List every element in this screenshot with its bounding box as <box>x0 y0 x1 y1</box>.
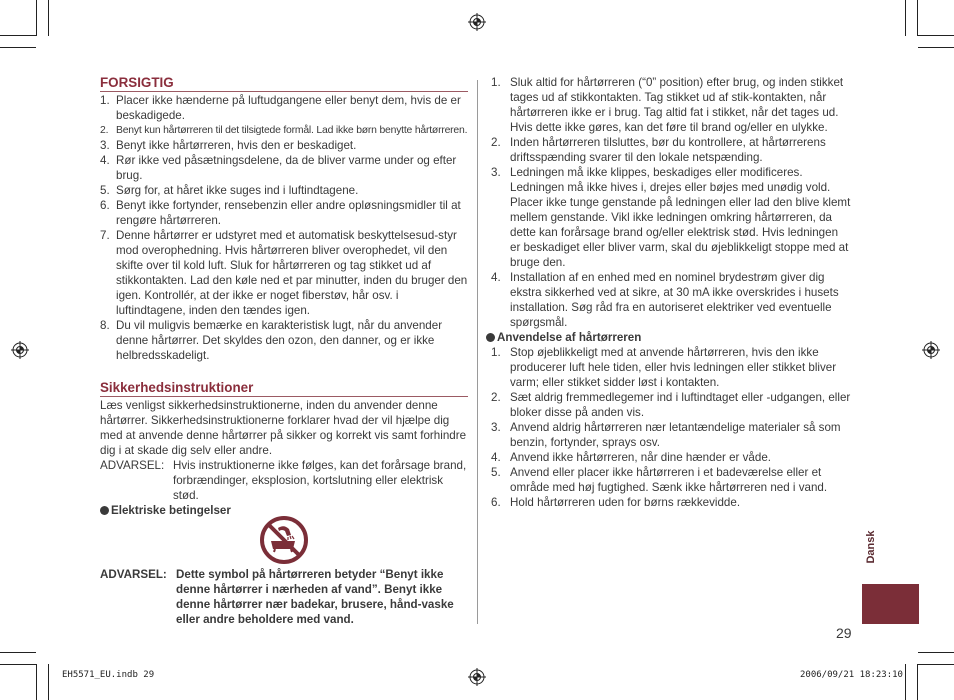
elektriske-label: Elektriske betingelser <box>111 504 231 517</box>
item-number: 2. <box>100 125 109 136</box>
language-tab <box>862 584 919 624</box>
footer-file: EH5571_EU.indb 29 <box>62 670 155 680</box>
list-item <box>491 420 851 450</box>
list-item <box>491 75 851 135</box>
item-text: Anvend eller placer ikke hårtørreren i et badeværelse eller et område med høj fugtighed. Sænk ikke hårtørreren ned i vand. <box>510 466 828 494</box>
crop-mark <box>48 664 49 700</box>
registration-mark-icon <box>468 13 486 31</box>
advarsel-row <box>100 458 468 503</box>
crop-mark <box>36 664 37 700</box>
item-number: 2. <box>491 136 501 149</box>
bullet-icon <box>100 506 109 515</box>
item-text: Rør ikke ved påsætningsdelene, da de bliver varme under og efter brug. <box>116 154 457 182</box>
item-number: 6. <box>100 199 110 212</box>
item-number: 5. <box>491 466 501 479</box>
forsigtig-list <box>100 93 468 363</box>
anvendelse-heading <box>486 330 851 345</box>
advarsel-text: Hvis instruktionerne ikke følges, kan det forårsage brand, forbrændinger, eksplosion, kortslutning eller elektrisk stød. <box>173 459 467 502</box>
crop-mark <box>0 664 36 665</box>
crop-mark <box>0 652 36 653</box>
footer-datetime: 2006/09/21 18:23:10 <box>800 670 903 680</box>
list-item <box>100 183 468 198</box>
item-text: Sæt aldrig fremmedlegemer ind i luftindtaget eller -udgangen, eller bloker disse på anden vis. <box>510 391 851 419</box>
crop-mark <box>0 47 36 48</box>
right-column <box>491 75 851 510</box>
crop-mark <box>0 35 36 36</box>
list-item <box>491 165 851 270</box>
item-text: Benyt ikke hårtørreren, hvis den er beskadiget. <box>116 139 357 152</box>
crop-mark <box>917 0 918 36</box>
item-number: 6. <box>491 496 501 509</box>
symbol-warning-label: ADVARSEL: <box>100 568 167 581</box>
registration-mark-icon <box>11 341 29 359</box>
bullet-icon <box>486 333 495 342</box>
list-item <box>100 318 468 363</box>
item-text: Inden hårtørreren tilsluttes, bør du kontrollere, at hårtørrerens driftsspænding svarer til den lokale netspænding. <box>510 136 826 164</box>
item-text: Ledningen må ikke klippes, beskadiges eller modificeres. Ledningen må ikke hives i, drejes eller bøjes med unødig vold. Placer ikke tunge genstande på ledningen eller lad den blive klemt mellem genstande. Vikl ikke ledningen omkring hårtørreren, da dette kan forårsage brand og/eller elektrisk stød. Hvis ledningen er beskadiget eller bliver varm, skal du øjeblikkeligt stoppe med at bruge den. <box>510 166 851 269</box>
symbol-warning-text: Dette symbol på hårtørreren betyder “Benyt ikke denne hårtørrer i nærheden af vand”. Benyt ikke denne hårtørrer nær badekar, brusere, hånd-vaske eller andre beholdere med vand. <box>176 568 454 626</box>
crop-mark <box>905 0 906 36</box>
no-water-bath-icon <box>259 515 309 565</box>
item-text: Placer ikke hænderne på luftudgangene eller benyt dem, hvis de er beskadigede. <box>116 94 461 122</box>
list-item <box>100 198 468 228</box>
item-number: 4. <box>491 451 501 464</box>
forsigtig-heading: FORSIGTIG <box>100 75 468 92</box>
item-number: 1. <box>491 76 501 89</box>
crop-mark <box>918 664 954 665</box>
registration-mark-icon <box>468 668 486 686</box>
language-label: Dansk <box>865 530 877 564</box>
list-item <box>100 123 468 138</box>
list-item <box>100 93 468 123</box>
list-item <box>491 345 851 390</box>
list-item <box>491 450 851 465</box>
item-number: 5. <box>100 184 110 197</box>
sikkerhed-heading: Sikkerhedsinstruktioner <box>100 380 468 397</box>
list-item <box>100 228 468 318</box>
item-number: 8. <box>100 319 110 332</box>
left-column <box>100 75 468 518</box>
crop-mark <box>36 0 37 36</box>
list-item <box>491 390 851 420</box>
page-number: 29 <box>836 625 852 641</box>
registration-mark-icon <box>922 341 940 359</box>
item-text: Benyt kun hårtørreren til det tilsigtede formål. Lad ikke børn benytte hårtørreren. <box>116 125 468 136</box>
advarsel-label: ADVARSEL: <box>100 459 165 472</box>
anvendelse-label: Anvendelse af hårtørreren <box>497 331 642 344</box>
sikkerhed-intro: Læs venligst sikkerhedsinstruktionerne, inden du anvender denne hårtørrer. Sikkerhedsinstruktionerne forklarer hvad der vil hjælpe dig med at anvende denne hårtørrer på sikker og korrekt vis samt forhindre dig i at skade dig selv eller andre. <box>100 399 467 457</box>
item-number: 4. <box>491 271 501 284</box>
item-text: Sørg for, at håret ikke suges ind i luftindtagene. <box>116 184 359 197</box>
crop-mark <box>905 664 906 700</box>
symbol-warning <box>100 567 468 627</box>
item-number: 3. <box>100 139 110 152</box>
crop-mark <box>48 0 49 36</box>
crop-mark <box>918 652 954 653</box>
list-item <box>100 138 468 153</box>
item-text: Sluk altid for hårtørreren (“0” position) efter brug, og inden stikket tages ud af stikkontakten. Tag stikket ud af stik-kontakten, når hårtørreren ikke er i brug. Tag altid fat i stikket, når det tages ud. Hvis dette ikke gøres, kan det føre til brand og/eller en ulykke. <box>510 76 844 134</box>
item-text: Anvend aldrig hårtørreren nær letantændelige materialer så som benzin, fortynder, sprays osv. <box>510 421 841 449</box>
list-item <box>491 465 851 495</box>
item-text: Denne hårtørrer er udstyret med et automatisk beskyttelsesud-styr mod overophedning. Hvis hårtørreren bliver overophedet, vil den skifte over til kold luft. Sluk for hårtørreren og tag stikket ud af stikkontakten. Lad den køle ned et par minutter, inden du bruger den igen. Kontrollér, at der ikke er noget fiberstøv, hår osv. i luftindtagene, inden den tændes igen. <box>116 229 468 317</box>
item-text: Stop øjeblikkeligt med at anvende hårtørreren, hvis den ikke producerer luft hele tiden, eller hvis ledningen eller stikket bliver varm; eller stikket sidder løst i kontakten. <box>510 346 837 389</box>
item-number: 3. <box>491 166 501 179</box>
usage-list <box>491 345 851 510</box>
item-number: 3. <box>491 421 501 434</box>
item-number: 2. <box>491 391 501 404</box>
item-text: Benyt ikke fortynder, rensebenzin eller andre opløsningsmidler til at rengøre hårtørreren. <box>116 199 461 227</box>
item-text: Du vil muligvis bemærke en karakteristisk lugt, når du anvender denne hårtørrer. Det skyldes den ozon, den danner, og er ikke helbredsskadeligt. <box>116 319 443 362</box>
list-item <box>491 135 851 165</box>
list-item <box>100 153 468 183</box>
crop-mark <box>917 664 918 700</box>
item-text: Installation af en enhed med en nominel brydestrøm giver dig ekstra sikkerhed ved at sikre, at 30 mA ikke overskrides i husets installation. Søg råd fra en autoriseret elektriker ved eventuelle spørgsmål. <box>510 271 839 329</box>
column-divider <box>477 80 478 624</box>
list-item <box>491 270 851 330</box>
crop-mark <box>918 47 954 48</box>
crop-mark <box>918 35 954 36</box>
item-number: 7. <box>100 229 110 242</box>
list-item <box>491 495 851 510</box>
item-number: 1. <box>100 94 110 107</box>
item-number: 1. <box>491 346 501 359</box>
item-text: Hold hårtørreren uden for børns rækkevidde. <box>510 496 741 509</box>
electrical-list <box>491 75 851 330</box>
item-number: 4. <box>100 154 110 167</box>
item-text: Anvend ikke hårtørreren, når dine hænder er våde. <box>510 451 772 464</box>
